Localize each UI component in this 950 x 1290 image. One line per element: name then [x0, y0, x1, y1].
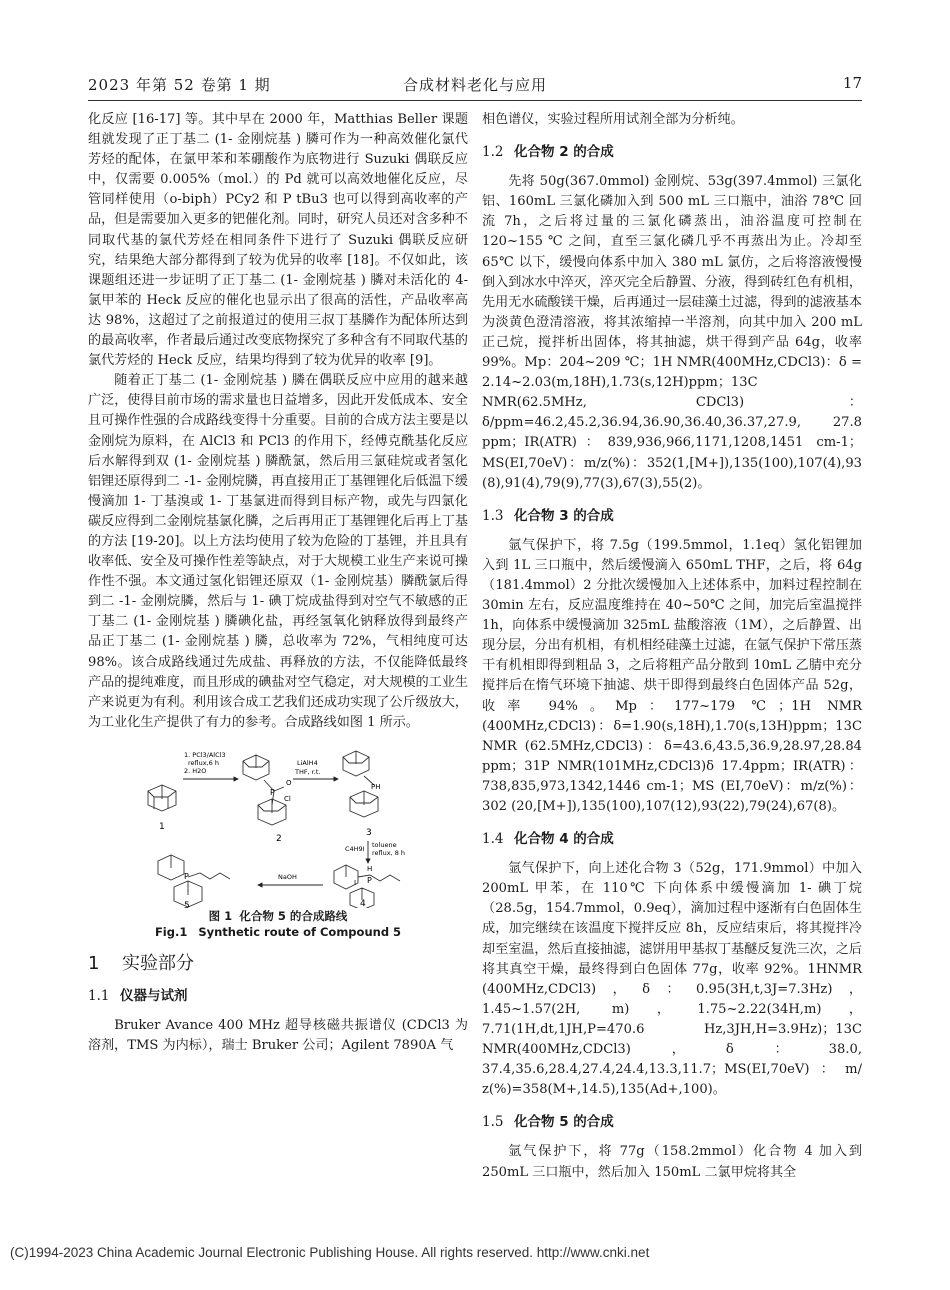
paragraph-compound-3: 氩气保护下，将 7.5g（199.5mmol，1.1eq）氢化铝锂加入到 1L 三口瓶中，然后缓慢滴入 650mL THF，之后，将 64g（181.4mmol）2 分批次缓慢加入上述体系中，加料过程控制在 30min 左右，反应温度维持在 40~50℃ 之间，加完后室温搅拌 1h，向体系中缓慢滴加 325mL 盐酸溶液（1M），之后静置、出现分层，分出有机相，有机相经硅藻土过滤，在氩气保护下常压蒸干有机相即得到粗品 3，之后将粗产品分散到 10mL 乙腈中充分搅拌后在惰气环境下抽滤、烘干即得到最终白色固体产品 52g，收率 94%。Mp：177~179 ℃；1H NMR (400MHz,CDCl3)：δ=1.90(s,18H),1.70(s,13H)ppm；13C NMR (62.5MHz,CDCl3)：δ=43.6,43.5,36.9,28.97,28.84 ppm；31P NMR(101MHz,CDCl3)δ 17.4ppm；IR(ATR)：738,835,973,1342,1446 cm-1；MS (EI,70eV)：m/z(%)：302 (20,[M+]),135(100),107(12),93(22),79(24),67(8)。	[482, 537, 862, 814]
right-column	[482, 110, 862, 1183]
journal-title: 合成材料老化与应用	[402, 76, 547, 94]
atom-I-4: I	[354, 878, 357, 887]
atom-P-2: P	[270, 787, 275, 797]
section-1-heading: 1 实验部分	[88, 952, 194, 974]
atom-H-4: H	[367, 864, 373, 873]
adamantane-1	[148, 785, 176, 811]
atom-P-4: P	[367, 875, 372, 885]
label-3: 3	[366, 827, 372, 838]
journal-issue: 2023 年第 52 卷第 1 期	[88, 76, 271, 94]
reagent-step1-b: reflux,6 h	[188, 758, 219, 767]
paragraph-compound-4: 氩气保护下，向上述化合物 3（52g，171.9mmol）中加入 200mL 甲苯，在 110℃ 下向体系中缓慢滴加 1- 碘丁烷（28.5g，154.7mmol，0.9eq），滴加过程中逐渐有白色固体生成，加完继续在该温度下搅拌反应 8h，反应结束后，将其搅拌冷却至室温，然后直接抽滤，滤饼用甲基叔丁基醚反复洗三次，之后将其真空干燥，最终得到白色固体 77g，收率 92%。1HNMR (400MHz,CDCl3)，δ：0.95(3H,t,3J=7.3Hz)，1.45~1.57(2H, m)，1.75~2.22(34H,m)，7.71(1H,dt,1JH,P=470.6 Hz,3JH,H=3.9Hz)；13C NMR(400MHz,CDCl3)，δ：38.0, 37.4,35.6,28.4,27.4,24.4,13.3,11.7；MS(EI,70eV)：m/ z(%)=358(M+,14.5),135(Ad+,100)。	[482, 861, 862, 1098]
reagent-step3: C4H9I	[345, 844, 365, 853]
paragraph-instruments: Bruker Avance 400 MHz 超导核磁共振谱仪 (CDCl3 为溶剂，TMS 为内标），瑞士 Bruker 公司；Agilent 7890A 气	[88, 1018, 468, 1054]
paragraph-methods-overview: 随着正丁基二 (1- 金刚烷基 ) 膦在偶联反应中应用的越来越广泛，使得目前市场的需求量也日益增多，因此开发低成本、安全且可操作性强的合成路线变得十分重要。目前的合成方法主要是以金刚烷为原料，在 AlCl3 和 PCl3 的作用下，经傅克酰基化反应后水解得到双 (1- 金刚烷基 ) 膦酰氯，然后用三氯硅烷或者氢化铝锂还原得到二 -1- 金刚烷膦，再直接用正丁基锂锂化后低温下缓慢滴加 1- 丁基溴或 1- 丁基氯进而得到目标产物，或先与四氯化碳反应得到二金刚烷基氯化膦，之后再用正丁基锂锂化后再上丁基的方法 [19-20]。以上方法均使用了较为危险的丁基锂，并且具有收率低、安全及可操作性差等缺点，对于大规模工业生产来说可操作性不强。本文通过氢化铝锂还原双（1- 金刚烷基）膦酰氯后得到二 -1- 金刚烷膦，然后与 1- 碘丁烷成盐得到对空气不敏感的正丁基二 (1- 金刚烷基 ) 膦碘化盐，再经氢氧化钠释放得到最终产品正丁基二 (1- 金刚烷基 ) 膦，总收率为 72%，气相纯度可达 98%。该合成路线通过先成盐、再释放的方法，不仅能降低最终产品的提纯难度，而且形成的碘盐对空气稳定，对大规模的工业生产来说更为有利。利用该合成工艺我们还成功实现了公斤级放大，为工业化生产提供了有力的参考。合成路线如图 1 所示。	[88, 373, 468, 730]
figure-caption-en: Fig.1 Synthetic route of Compound 5	[154, 924, 402, 939]
figure-synthetic-route	[88, 743, 468, 908]
section-1-2-heading: 1.2 化合物 2 的合成	[482, 144, 614, 161]
paragraph-instruments-cont: 相色谱仪，实验过程所用试剂全部为分析纯。	[482, 112, 744, 127]
reagent-step1-a: 1. PCl3/AlCl3	[184, 750, 226, 759]
reagent-step1-c: 2. H2O	[184, 766, 207, 775]
atom-O-2: O	[286, 778, 292, 787]
atom-P-5: P	[184, 871, 189, 881]
header-rule	[88, 100, 862, 101]
label-2: 2	[276, 833, 282, 844]
reagent-step3-b: reflux, 8 h	[372, 848, 406, 857]
section-1-4-heading: 1.4 化合物 4 的合成	[482, 831, 614, 848]
page-header	[88, 70, 862, 98]
atom-Cl-2: Cl	[284, 794, 291, 803]
paragraph-intro: 化反应 [16-17] 等。其中早在 2000 年，Matthias Beller 课题组就发现了正丁基二 (1- 金刚烷基 ) 膦可作为一种高效催化氯代芳烃的配体，在氯甲苯和苯硼酸作为底物进行 Suzuki 偶联反应中，仅需要 0.005%（mol.）的 Pd 就可以高效地催化反应，尽管同样使用（o-biph）PCy2 和 P tBu3 也可以得到高收率的产品，但是需要加入更多的钯催化剂。同时，研究人员还对含多种不同取代基的氯代芳烃在相同条件下进行了 Suzuki 偶联反应研究，结果绝大部分都得到了较为优异的收率 [18]。不仅如此，该课题组还进一步证明了正丁基二 (1- 金刚烷基 ) 膦对未活化的 4- 氯甲苯的 Heck 反应的催化也显示出了很高的活性，产品收率高达 98%，这超过了之前报道过的使用三叔丁基膦作为配体所达到的最高收率，作者最后通过改变底物探究了多种含有不同取代基的氯代芳烃的 Heck 反应，结果均得到了较为优异的收率 [9]。	[88, 112, 468, 369]
paragraph-compound-2: 先将 50g(367.0mmol) 金刚烷、53g(397.4mmol) 三氯化铝、160mL 三氯化磷加入到 500 mL 三口瓶中，油浴 78℃ 回流 7h，之后将过量的三氯化磷蒸出，油浴温度可控制在 120~155 ℃ 之间，直至三氯化磷几乎不再蒸出为止。冷却至 65℃ 以下，缓慢向体系中加入 380 mL 氯仿，之后将溶液慢慢倒入到冰水中淬灭，淬灭完全后静置、分液，得到砖红色有机相，先用无水硫酸镁干燥，后再通过一层硅藻土过滤，得到的滤液基本为淡黄色澄清溶液，将其浓缩掉一半溶剂，向其中加入 200 mL 正己烷，搅拌析出固体，将其抽滤，烘干得到产品 64g，收率 99%。Mp：204~209 ℃；1H NMR(400MHz,CDCl3)：δ = 2.14~2.03(m,18H),1.73(s,12H)ppm；13C NMR(62.5MHz, CDCl3)：δ/ppm=46.2,45.2,36.94,36.90,36.40,36.37,27.9, 27.8 ppm；IR(ATR)：839,936,966,1171,1208,1451 cm-1；MS(EI,70eV)：m/z(%)：352(1,[M+]),135(100),107(4),93 (8),91(4),79(9),77(3),67(3),55(2)。	[482, 174, 862, 491]
section-1-5-heading: 1.5 化合物 5 的合成	[482, 1114, 614, 1131]
reagent-step3-a: toluene	[372, 840, 397, 849]
atom-PH-3: PH	[371, 782, 381, 791]
reaction-scheme	[88, 743, 468, 908]
paragraph-compound-5: 氩气保护下，将 77g（158.2mmol）化合物 4 加入到 250mL 三口瓶中，然后加入 150mL 二氯甲烷将其全	[482, 1144, 862, 1180]
reagent-step2-a: LiAlH4	[297, 758, 318, 767]
page-number: 17	[842, 74, 862, 92]
compound-5-structure	[158, 855, 230, 907]
section-1-3-heading: 1.3 化合物 3 的合成	[482, 507, 614, 524]
figure-caption-cn: 图 1 化合物 5 的合成路线	[208, 908, 348, 923]
reagent-step4: NaOH	[278, 872, 297, 881]
reagent-step2-b: THF, r.t.	[295, 767, 321, 776]
label-1: 1	[159, 821, 165, 832]
label-5: 5	[184, 900, 190, 908]
compound-2-structure	[243, 755, 286, 825]
copyright-footer: (C)1994-2023 China Academic Journal Electronic Publishing House. All rights reserved. http://www.cnki.net	[10, 1245, 650, 1260]
section-1-1-heading: 1.1 仪器与试剂	[88, 988, 188, 1004]
left-column	[88, 110, 468, 1056]
label-4: 4	[360, 898, 366, 908]
